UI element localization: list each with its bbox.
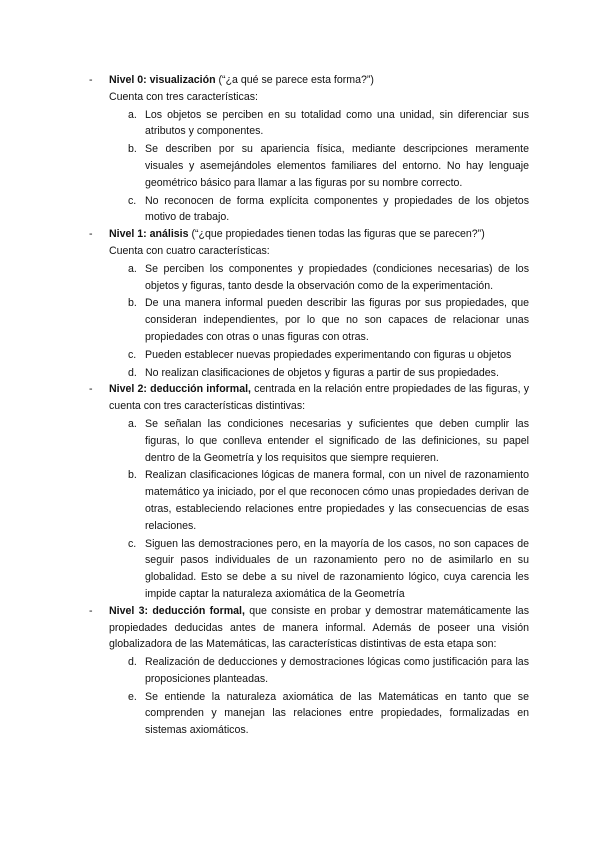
list-item xyxy=(109,193,529,227)
item-text: Se entiende la naturaleza axiomática de las Matemáticas en tanto que se comprenden y manejan las relaciones entre propiedades, formalizadas en sistemas axiomáticos. xyxy=(145,690,529,737)
level-0-subtitle: (“¿a qué se parece esta forma?”) xyxy=(215,74,374,86)
item-text: Los objetos se perciben en su totalidad como una unidad, sin diferenciar sus atributos y componentes. xyxy=(145,108,529,138)
item-text: De una manera informal pueden describir las figuras por sus propiedades, que consideran independientes, por lo que no son capaces de relacionar unas propiedades con otras o unas figuras con otras. xyxy=(145,297,529,343)
item-text: No reconocen de forma explícita componentes y propiedades de los objetos motivo de trabajo. xyxy=(145,194,529,224)
item-text: Siguen las demostraciones pero, en la mayoría de los casos, no son capaces de seguir pasos individuales de un razonamiento pero no de asimilarlo en su globalidad. Esto se debe a su nivel de razonamiento lógico, cuya carencia les impide captar la naturaleza axiomática de la Geometría xyxy=(145,537,529,600)
item-text: Se perciben los componentes y propiedades (condiciones necesarias) de los objetos y figuras, tanto desde la observación como de la experimentación. xyxy=(145,262,529,292)
bullet-dash: - xyxy=(89,74,93,86)
level-2-section xyxy=(0,381,529,602)
level-3-list xyxy=(109,654,529,739)
level-1-intro: Cuenta con cuatro características: xyxy=(109,244,270,257)
list-item xyxy=(109,347,529,364)
level-0-intro: Cuenta con tres características: xyxy=(109,90,258,103)
list-item xyxy=(109,467,529,534)
item-text: Se describen por su apariencia física, mediante descripciones meramente visuales y asemejándoles elementos familiares del entorno. No hay lenguaje geométrico básico para llamar a las figuras por su nombre correcto. xyxy=(145,143,529,189)
list-item xyxy=(109,416,529,466)
list-item xyxy=(109,261,529,295)
list-item xyxy=(109,689,529,739)
level-3-title: Nivel 3: deducción formal, xyxy=(109,604,245,617)
list-item xyxy=(109,295,529,345)
level-3-subtitle: que consiste en probar y demostrar matemáticamente las propiedades deducidas antes de manera informal. Además de poseer una visión globalizadora de las Matemáticas, las características distintivas de esta etapa son: xyxy=(109,604,529,651)
item-letter: c. xyxy=(128,194,137,207)
level-3-heading xyxy=(109,603,529,653)
level-3-section xyxy=(0,603,529,739)
item-letter: a. xyxy=(128,108,137,121)
bullet-dash: - xyxy=(89,604,93,617)
level-2-subtitle: centrada en la relación entre propiedades de las figuras, y cuenta con tres características distintivas: xyxy=(109,383,530,413)
level-0-section xyxy=(0,72,529,226)
list-item xyxy=(109,141,529,191)
level-2-title: Nivel 2: deducción informal, xyxy=(109,383,251,396)
bullet-dash: - xyxy=(89,383,93,396)
level-0-heading xyxy=(109,72,529,89)
item-letter: b. xyxy=(128,469,137,482)
list-item xyxy=(109,365,529,382)
item-text: Se señalan las condiciones necesarias y suficientes que deben cumplir las figuras, lo que conlleva entender el significado de las definiciones, su papel dentro de la Geometría y los requisitos que siempre requieren. xyxy=(145,417,529,464)
level-2-heading xyxy=(109,381,529,415)
bullet-dash: - xyxy=(89,228,93,241)
item-letter: d. xyxy=(128,366,137,379)
item-letter: c. xyxy=(128,348,137,361)
level-1-subtitle: (“¿que propiedades tienen todas las figuras que se parecen?”) xyxy=(188,228,485,241)
level-2-list xyxy=(109,416,529,603)
item-text: Realizan clasificaciones lógicas de manera formal, con un nivel de razonamiento matemático ya iniciado, por el que reconocen cómo unas propiedades derivan de otras, estableciendo relaciones entre propiedades y las consecuencias de esas relaciones. xyxy=(145,469,529,532)
item-text: Realización de deducciones y demostraciones lógicas como justificación para las proposiciones planteadas. xyxy=(145,656,529,685)
level-1-list xyxy=(109,261,529,382)
item-text: Pueden establecer nuevas propiedades experimentando con figuras u objetos xyxy=(145,348,512,361)
list-item xyxy=(109,654,529,688)
level-1-title: Nivel 1: análisis xyxy=(109,228,189,241)
item-letter: a. xyxy=(128,417,137,430)
item-letter: a. xyxy=(128,262,137,275)
item-letter: b. xyxy=(128,297,137,310)
item-letter: b. xyxy=(128,143,137,156)
item-letter: d. xyxy=(128,656,137,669)
item-text: No realizan clasificaciones de objetos y figuras a partir de sus propiedades. xyxy=(145,366,499,379)
item-letter: c. xyxy=(128,537,137,550)
level-0-list xyxy=(109,107,529,227)
list-item xyxy=(109,107,529,141)
document-page xyxy=(0,72,600,739)
list-item xyxy=(109,536,529,603)
level-1-section xyxy=(0,226,529,381)
level-1-heading xyxy=(109,226,529,243)
level-0-title: Nivel 0: visualización xyxy=(109,74,216,86)
item-letter: e. xyxy=(128,690,137,703)
